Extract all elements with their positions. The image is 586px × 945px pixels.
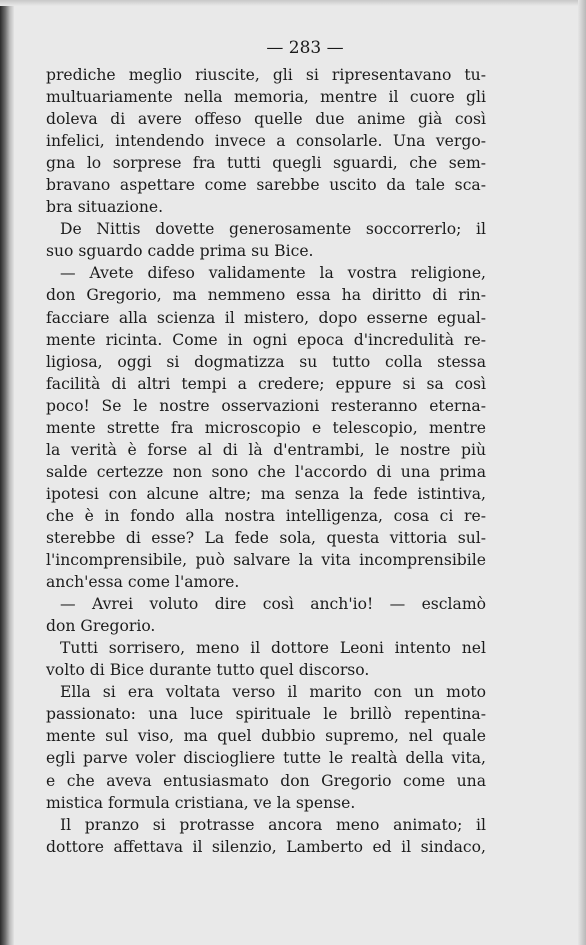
text-line: infelici, intendendo invece a consolarle. Una vergo- <box>46 132 486 151</box>
text-line: l'incomprensibile, può salvare la vita incomprensibile <box>46 551 486 570</box>
text-line: doleva di avere offeso quelle due anime già così <box>46 110 486 129</box>
text-line: mente ricinta. Come in ogni epoca d'incredulità re- <box>46 330 486 349</box>
text-line: suo sguardo cadde prima su Bice. <box>46 242 314 261</box>
text-line: ligiosa, oggi si dogmatizza su tutto colla stessa <box>46 352 486 371</box>
text-line: multuariamente nella memoria, mentre il cuore gli <box>46 88 486 107</box>
text-line: Ella si era voltata verso il marito con un moto <box>60 683 486 702</box>
page-number: — 283 — <box>266 38 344 58</box>
text-line: passionato: una luce spirituale le brillò repentina- <box>46 705 486 724</box>
text-line: don Gregorio. <box>46 617 156 636</box>
text-line: che è in fondo alla nostra intelligenza, cosa ci re- <box>46 506 486 525</box>
text-line: mente strette fra microscopio e telescopio, mentre <box>46 418 486 437</box>
text-line: e che aveva entusiasmato don Gregorio come una <box>46 771 486 790</box>
text-line: salde certezze non sono che l'accordo di una prima <box>46 462 486 481</box>
text-line: — Avrei voluto dire così anch'io! — esclamò <box>60 595 486 614</box>
text-line: facilità di altri tempi a credere; eppure si sa così <box>46 374 486 393</box>
text-line: egli parve voler disciogliere tutte le realtà della vita, <box>46 749 486 768</box>
text-line: mente sul viso, ma quel dubbio supremo, nel quale <box>46 727 486 746</box>
text-line: bravano aspettare come sarebbe uscito da tale sca- <box>46 176 486 195</box>
text-line: dottore affettava il silenzio, Lamberto ed il sindaco, <box>46 837 486 856</box>
text-line: don Gregorio, ma nemmeno essa ha diritto di rin- <box>46 286 486 305</box>
text-line: prediche meglio riuscite, gli si ripresentavano tu- <box>46 66 486 84</box>
text-line: anch'essa come l'amore. <box>46 573 240 592</box>
body-text <box>46 64 486 858</box>
text-line: Tutti sorrisero, meno il dottore Leoni intento nel <box>60 639 486 658</box>
text-line: sterebbe di esse? La fede sola, questa vittoria sul- <box>46 528 486 547</box>
text-line: volto di Bice durante tutto quel discorso. <box>46 661 370 680</box>
text-line: — Avete difeso validamente la vostra religione, <box>60 264 486 283</box>
text-line: gna lo sorprese fra tutti quegli sguardi, che sem- <box>46 154 486 173</box>
page-right-edge <box>578 0 586 945</box>
text-line: poco! Se le nostre osservazioni resteranno eterna- <box>46 396 486 415</box>
text-line: ipotesi con alcune altre; ma senza la fede istintiva, <box>46 484 486 503</box>
text-line: Il pranzo si protrasse ancora meno animato; il <box>60 815 486 834</box>
text-line: facciare alla scienza il mistero, dopo esserne egual- <box>46 308 486 327</box>
page-binding-shadow <box>0 0 14 945</box>
page-top-edge <box>0 0 586 6</box>
text-line: De Nittis dovette generosamente soccorrerlo; il <box>60 220 486 239</box>
text-line: la verità è forse al di là d'entrambi, le nostre più <box>46 440 486 459</box>
text-line: mistica formula cristiana, ve la spense. <box>46 793 356 812</box>
text-line: bra situazione. <box>46 198 164 217</box>
